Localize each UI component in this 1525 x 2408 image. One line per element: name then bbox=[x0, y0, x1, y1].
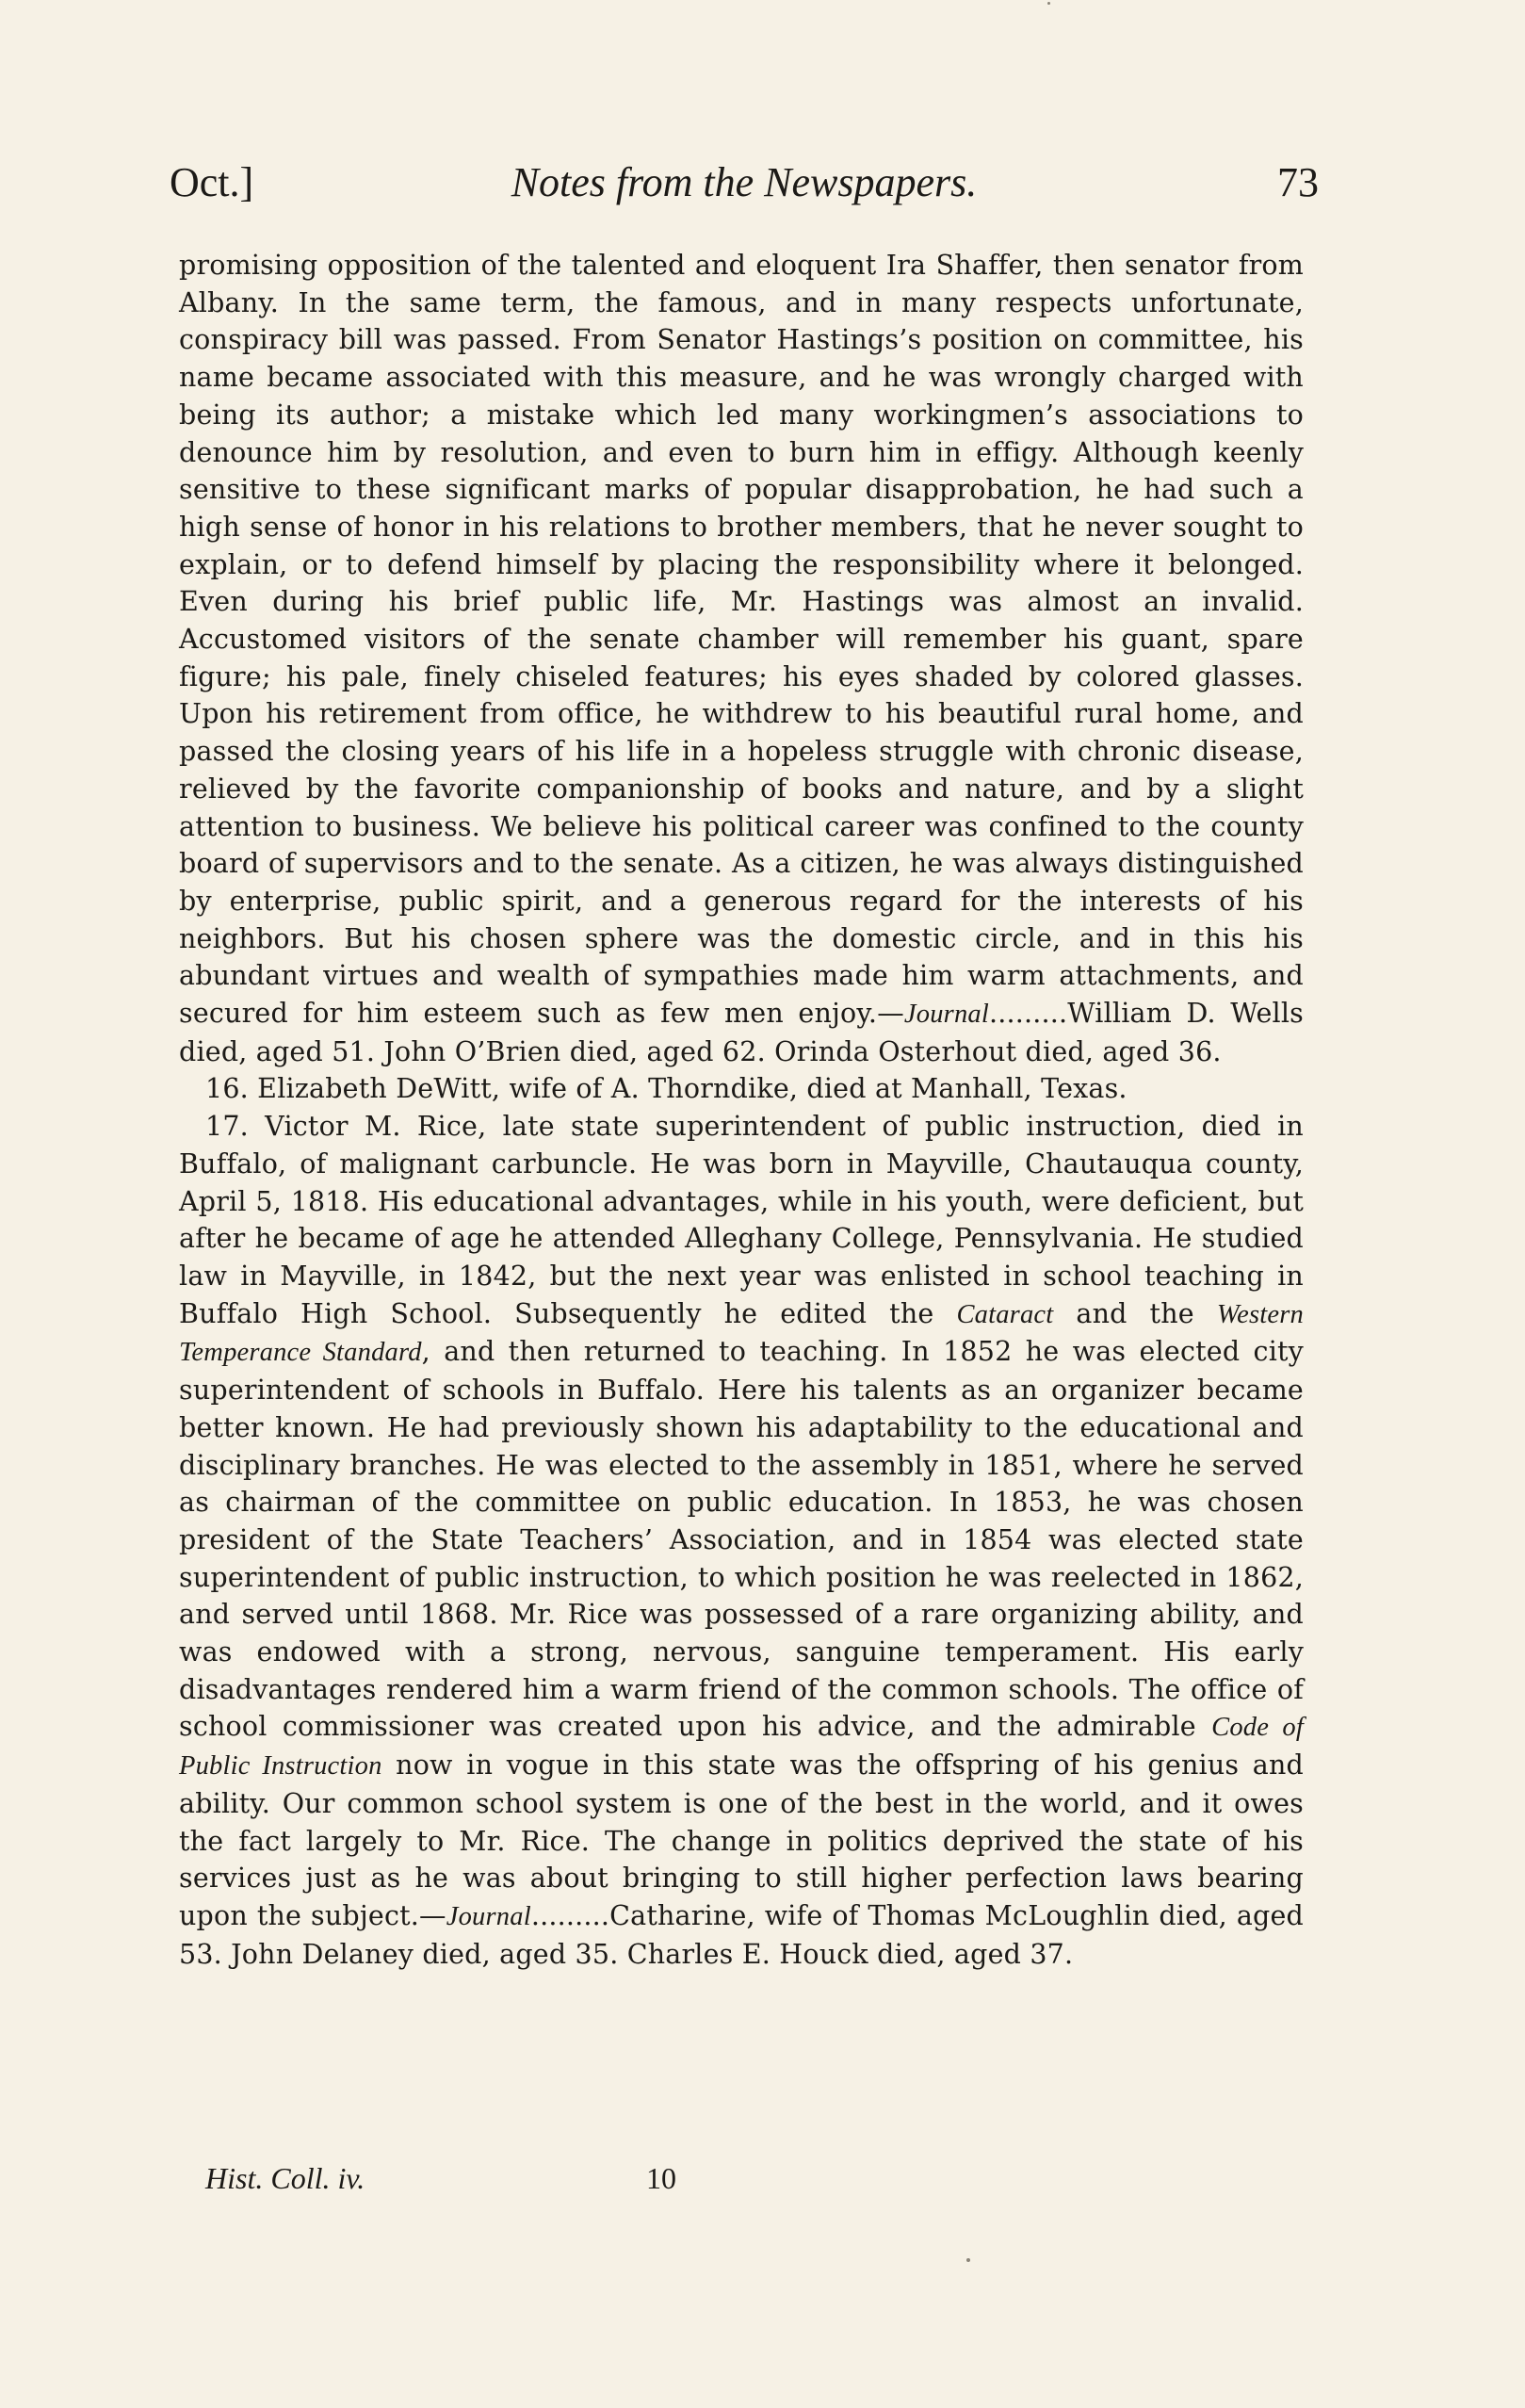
page-number: 73 bbox=[1277, 159, 1319, 205]
header-month: Oct.] bbox=[170, 159, 254, 205]
paper-speck bbox=[966, 2258, 970, 2262]
italic-title: Western Temperance Standard bbox=[179, 1299, 1304, 1368]
text-run: .........Catharine, wife of Thomas McLoughlin died, aged 53. John Delaney died, aged 35. Charles E. Houck died, aged 37. bbox=[179, 1899, 1304, 1970]
running-title: Notes from the Newspapers. bbox=[511, 159, 978, 205]
text-run: and the bbox=[1053, 1297, 1217, 1329]
paragraph-continuation bbox=[179, 247, 1304, 1070]
text-run: .........William D. Wells died, aged 51. John O’Brien died, aged 62. Orinda Osterhout died, aged 36. bbox=[179, 998, 1304, 1067]
italic-title: Journal bbox=[903, 1000, 989, 1030]
paper-speck bbox=[1047, 2, 1050, 5]
text-run: 17. Victor M. Rice, late state superintendent of public instruction, died in Buffalo, of malignant carbuncle. He was born in Mayville, Chautauqua county, April 5, 1818. His educational advantages, while in his youth, were deficient, but after he became of age he attended Alleghany College, Pennsylvania. He studied law in Mayville, in 1842, but the next year was enlisted in school teaching in Buffalo High School. Subsequently he edited the bbox=[179, 1111, 1304, 1329]
text-run: promising opposition of the talented and eloquent Ira Shaffer, then senator from Albany. In the same term, the famous, and in many respects unfortunate, conspiracy bill was passed. From Senator Hastings’s position on committee, his name became associated with this measure, and he was wrongly charged with being its author; a mistake which led many workingmen’s associations to denounce him by resolution, and even to burn him in effigy. Although keenly sensitive to these significant marks of popular disapprobation, he had such a high sense of honor in his relations to brother members, that he never sought to explain, or to defend himself by placing the responsibility where it belonged. Even during his brief public life, Mr. Hastings was almost an invalid. Accustomed visitors of the senate chamber will remember his guant, spare figure; his pale, finely chiseled features; his eyes shaded by colored glasses. Upon his retirement from office, he withdrew to his beautiful rural home, and passed the closing years of his life in a hopeless struggle with chronic disease, relieved by the favorite companionship of books and nature, and by a slight attention to business. We believe his political career was confined to the county board of supervisors and to the senate. As a citizen, he was always distinguished by enterprise, public spirit, and a generous regard for the interests of his neighbors. But his chosen sphere was the domestic circle, and in this his abundant virtues and wealth of sympathies made him warm attachments, and secured for him esteem such as few men enjoy.— bbox=[179, 250, 1304, 1030]
text-run: , and then returned to teaching. In 1852 he was elected city superintendent of schools in Buffalo. Here his talents as an organizer became better known. He had previously shown his adaptability to the educational and disciplinary branches. He was elected to the assembly in 1851, where he served as chairman of the committee on public education. In 1853, he was chosen president of the State Teachers’ Association, and in 1854 was elected state superintendent of public instruction, to which position he was reelected in 1862, and served until 1868. Mr. Rice was possessed of a rare organizing ability, and was endowed with a strong, nervous, sanguine temperament. His early disadvantages rendered him a warm friend of the common schools. The office of school commissioner was created upon his advice, and the admirable bbox=[179, 1336, 1304, 1743]
signature-mark: Hist. Coll. iv. bbox=[205, 2161, 365, 2195]
italic-title: Journal bbox=[446, 1901, 531, 1931]
paragraph-entry-16: 16. Elizabeth DeWitt, wife of A. Thorndike, died at Manhall, Texas. bbox=[205, 1073, 1128, 1105]
body-text bbox=[179, 247, 1304, 1973]
text-run: now in vogue in this state was the offspring of his genius and ability. Our common school system is one of the best in the world, and it owes the fact largely to Mr. Rice. The change in politics deprived the state of his services just as he was about bringing to still higher perfection laws bearing upon the subject.— bbox=[179, 1749, 1304, 1931]
italic-title: Code of Public Instruction bbox=[179, 1713, 1304, 1782]
page-footer bbox=[205, 2161, 771, 2203]
running-header bbox=[170, 158, 1319, 215]
paragraph-entry-17 bbox=[179, 1108, 1304, 1973]
italic-title: Cataract bbox=[956, 1299, 1054, 1329]
sheet-number: 10 bbox=[646, 2161, 676, 2195]
